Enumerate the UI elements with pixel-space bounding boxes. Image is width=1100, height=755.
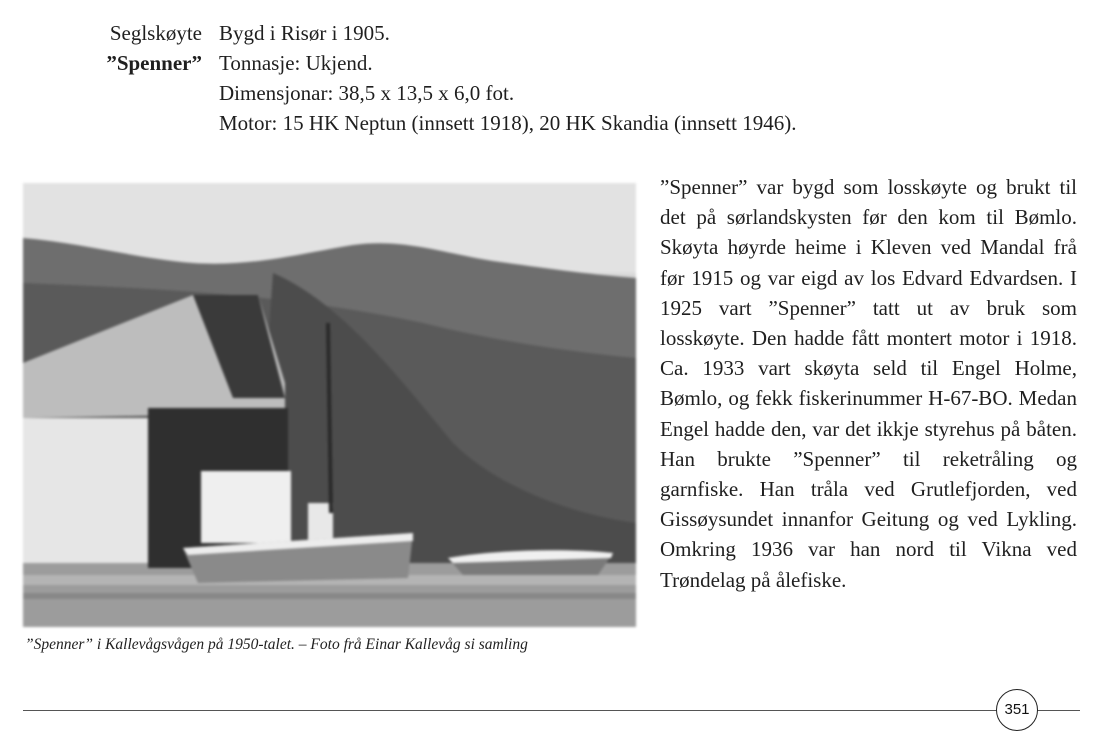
footer-rule <box>23 710 1080 711</box>
boat-name: ”Spenner” <box>106 51 202 75</box>
boathouse-photo <box>23 183 636 627</box>
spec-motor: Motor: 15 HK Neptun (innsett 1918), 20 HK Skandia (innsett 1946). <box>219 111 797 135</box>
boat-title-block <box>106 18 202 78</box>
spec-built: Bygd i Risør i 1905. <box>219 21 390 45</box>
photo-caption: ”Spenner” i Kallevågsvågen på 1950-talet. – Foto frå Einar Kallevåg si samling <box>25 636 528 653</box>
spec-dimensions: Dimensjonar: 38,5 x 13,5 x 6,0 fot. <box>219 81 515 105</box>
spec-tonnage: Tonnasje: Ukjend. <box>219 51 373 75</box>
boat-specs <box>219 18 796 138</box>
boat-type-label: Seglskøyte <box>109 21 202 45</box>
article-body: ”Spenner” var bygd som losskøyte og brukt til det på sørlandskysten før den kom til Bømlo. Skøyta høyrde heime i Kleven ved Mandal frå før 1915 og var eigd av los Edvard Edvardsen. I 1925 vart ”Spenner” tatt ut av bruk som losskøyte. Den hadde fått montert motor i 1918. Ca. 1933 vart skøyta seld til Engel Holme, Bømlo, og fekk fiskerinummer H-67-BO. Medan Engel hadde den, var det ikkje styrehus på båten. Han brukte ”Spenner” til reketråling og garnfiske. Han tråla ved Grutlefjorden, ved Gissøysundet innanfor Geitung og ved Lykling. Omkring 1936 var han nord til Vikna ved Trøndelag på ålefiske. <box>660 175 1077 592</box>
photo-illustration <box>23 183 636 627</box>
page-number: 351 <box>996 689 1038 731</box>
